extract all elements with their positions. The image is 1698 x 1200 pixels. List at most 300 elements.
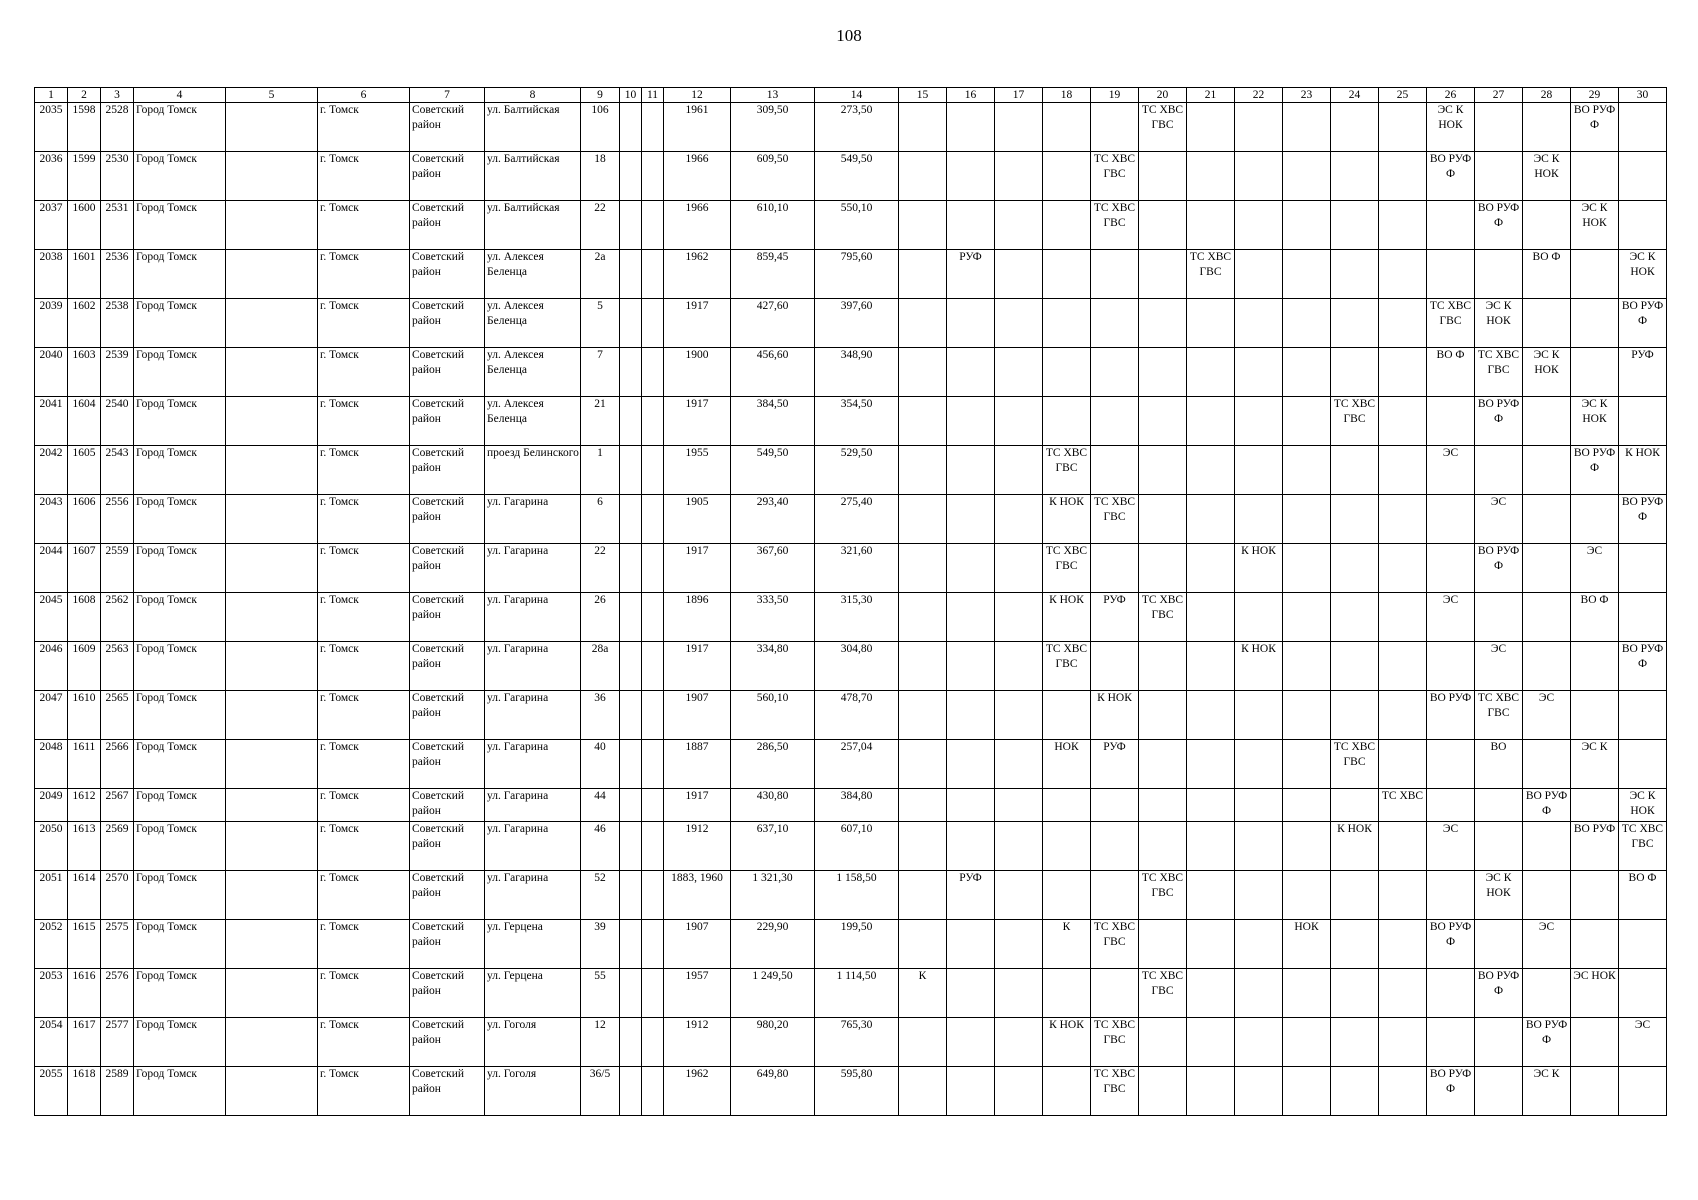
cell-text: ул. Балтийская — [487, 153, 560, 165]
cell-text: 2543 — [105, 447, 129, 459]
cell-text: К НОК — [1337, 823, 1372, 835]
table-cell — [947, 495, 995, 544]
table-cell — [1043, 250, 1091, 299]
table-cell — [1091, 789, 1139, 822]
table-cell — [1187, 871, 1235, 920]
table-row — [35, 822, 1667, 871]
column-number-cell: 10 — [620, 88, 642, 103]
table-cell — [1139, 495, 1187, 544]
table-cell — [1571, 642, 1619, 691]
table-cell — [1427, 789, 1475, 822]
cell-text: 649,80 — [756, 1068, 789, 1080]
table-cell — [226, 789, 318, 822]
cell-text: Советский район — [412, 872, 465, 899]
table-cell — [1091, 642, 1139, 691]
table-cell — [1619, 201, 1667, 250]
table-cell — [35, 789, 68, 822]
table-cell — [731, 1067, 815, 1116]
table-cell — [947, 299, 995, 348]
cell-text: ЭС — [1538, 692, 1555, 704]
table-cell — [1619, 1067, 1667, 1116]
cell-text: Советский район — [412, 692, 465, 719]
table-cell — [1043, 691, 1091, 740]
table-cell — [1475, 1067, 1523, 1116]
table-cell — [226, 348, 318, 397]
table-cell — [731, 740, 815, 789]
table-row — [35, 789, 1667, 822]
table-cell — [1475, 871, 1523, 920]
table-cell — [995, 299, 1043, 348]
cell-text: 36 — [594, 692, 606, 704]
table-cell — [1283, 348, 1331, 397]
table-cell — [642, 642, 664, 691]
table-cell — [1235, 299, 1283, 348]
table-cell — [1235, 544, 1283, 593]
table-cell — [1475, 691, 1523, 740]
table-cell — [731, 299, 815, 348]
table-cell — [1379, 544, 1427, 593]
table-cell — [485, 201, 581, 250]
cell-text: 2050 — [39, 823, 63, 835]
column-number-cell: 11 — [642, 88, 664, 103]
cell-text: 1887 — [685, 741, 709, 753]
table-cell — [1043, 740, 1091, 789]
table-cell — [318, 822, 410, 871]
table-cell — [35, 1018, 68, 1067]
table-cell — [1619, 348, 1667, 397]
cell-text: 2035 — [39, 104, 63, 116]
cell-text: 52 — [594, 872, 606, 884]
table-cell — [101, 446, 134, 495]
table-cell — [1379, 103, 1427, 152]
table-cell — [947, 152, 995, 201]
table-cell — [35, 103, 68, 152]
table-cell — [1427, 250, 1475, 299]
table-cell — [581, 152, 620, 201]
table-cell — [1523, 544, 1571, 593]
cell-text: 2575 — [105, 921, 129, 933]
table-cell — [1619, 103, 1667, 152]
table-cell — [226, 250, 318, 299]
table-cell — [485, 871, 581, 920]
cell-text: 1 321,30 — [752, 872, 793, 884]
cell-text: г. Томск — [320, 349, 359, 361]
cell-text: ул. Гоголя — [487, 1068, 537, 1080]
cell-text: 2559 — [105, 545, 129, 557]
table-cell — [620, 495, 642, 544]
cell-text: ТС ХВС ГВС — [1045, 545, 1088, 572]
table-cell — [485, 250, 581, 299]
table-cell — [815, 495, 899, 544]
table-cell — [642, 593, 664, 642]
table-cell — [1523, 250, 1571, 299]
cell-text: 478,70 — [840, 692, 873, 704]
table-cell — [1331, 495, 1379, 544]
cell-text: 1601 — [72, 251, 96, 263]
table-cell — [1331, 544, 1379, 593]
table-cell — [1523, 348, 1571, 397]
cell-text: 1 114,50 — [836, 970, 877, 982]
table-cell — [101, 1067, 134, 1116]
table-cell — [101, 1018, 134, 1067]
table-cell — [134, 920, 226, 969]
cell-text: г. Томск — [320, 790, 359, 802]
table-cell — [1187, 691, 1235, 740]
column-number-cell: 26 — [1427, 88, 1475, 103]
table-cell — [1139, 822, 1187, 871]
table-cell — [899, 250, 947, 299]
table-cell — [1187, 299, 1235, 348]
table-cell — [1571, 593, 1619, 642]
table-cell — [410, 740, 485, 789]
table-cell — [101, 642, 134, 691]
table-cell — [815, 969, 899, 1018]
table-cell — [1235, 250, 1283, 299]
table-cell — [35, 544, 68, 593]
table-cell — [485, 920, 581, 969]
table-cell — [35, 397, 68, 446]
table-cell — [620, 299, 642, 348]
table-cell — [947, 691, 995, 740]
table-cell — [1427, 691, 1475, 740]
table-cell — [68, 871, 101, 920]
table-row — [35, 348, 1667, 397]
cell-text: 1607 — [72, 545, 96, 557]
table-cell — [1283, 871, 1331, 920]
table-cell — [1619, 152, 1667, 201]
cell-text: ВО РУФ Ф — [1525, 790, 1568, 817]
cell-text: 1966 — [685, 153, 709, 165]
cell-text: г. Томск — [320, 153, 359, 165]
table-cell — [35, 446, 68, 495]
table-cell — [1187, 822, 1235, 871]
table-cell — [1331, 103, 1379, 152]
cell-text: 430,80 — [756, 790, 789, 802]
table-cell — [1619, 740, 1667, 789]
table-cell — [731, 348, 815, 397]
cell-text: г. Томск — [320, 447, 359, 459]
table-cell — [899, 822, 947, 871]
table-cell — [995, 642, 1043, 691]
cell-text: 2528 — [105, 104, 129, 116]
cell-text: ЭС К НОК — [1581, 398, 1608, 425]
table-cell — [410, 299, 485, 348]
cell-text: 273,50 — [840, 104, 873, 116]
table-cell — [664, 1067, 731, 1116]
table-cell — [1523, 920, 1571, 969]
cell-text: 1616 — [72, 970, 96, 982]
table-cell — [664, 152, 731, 201]
table-cell — [1427, 103, 1475, 152]
table-cell — [731, 871, 815, 920]
cell-text: 1604 — [72, 398, 96, 410]
table-cell — [1523, 691, 1571, 740]
cell-text: 1917 — [685, 643, 709, 655]
table-cell — [1523, 103, 1571, 152]
table-cell — [1379, 397, 1427, 446]
cell-text: 275,40 — [840, 496, 873, 508]
table-cell — [1475, 103, 1523, 152]
table-cell — [35, 201, 68, 250]
cell-text: 26 — [594, 594, 606, 606]
table-cell — [485, 642, 581, 691]
table-cell — [134, 495, 226, 544]
table-cell — [485, 789, 581, 822]
cell-text: ТС ХВС — [1381, 790, 1424, 802]
column-number-cell: 22 — [1235, 88, 1283, 103]
cell-text: ТС ХВС ГВС — [1141, 104, 1184, 131]
table-cell — [1571, 1067, 1619, 1116]
cell-text: г. Томск — [320, 594, 359, 606]
table-cell — [1283, 740, 1331, 789]
table-cell — [815, 446, 899, 495]
cell-text: ЭС К НОК — [1485, 300, 1512, 327]
cell-text: Советский район — [412, 790, 465, 817]
cell-text: 257,04 — [840, 741, 873, 753]
table-cell — [410, 822, 485, 871]
table-cell — [101, 969, 134, 1018]
table-cell — [1379, 642, 1427, 691]
cell-text: К НОК — [1097, 692, 1132, 704]
table-row — [35, 299, 1667, 348]
cell-text: 1610 — [72, 692, 96, 704]
table-cell — [1091, 871, 1139, 920]
column-number-cell: 20 — [1139, 88, 1187, 103]
cell-text: 315,30 — [840, 594, 873, 606]
table-cell — [1331, 348, 1379, 397]
table-cell — [134, 348, 226, 397]
table-cell — [134, 642, 226, 691]
cell-text: ЭС К НОК — [1629, 251, 1656, 278]
table-cell — [1139, 544, 1187, 593]
table-cell — [1091, 495, 1139, 544]
cell-text: РУФ — [1631, 349, 1654, 361]
table-cell — [899, 201, 947, 250]
table-cell — [947, 920, 995, 969]
table-cell — [1475, 348, 1523, 397]
table-cell — [68, 495, 101, 544]
column-number-cell: 6 — [318, 88, 410, 103]
cell-text: Город Томск — [136, 872, 197, 884]
table-cell — [1379, 789, 1427, 822]
table-cell — [620, 642, 642, 691]
table-cell — [664, 201, 731, 250]
table-cell — [485, 969, 581, 1018]
table-cell — [1187, 103, 1235, 152]
table-cell — [101, 740, 134, 789]
table-cell — [620, 789, 642, 822]
table-cell — [101, 348, 134, 397]
table-cell — [1283, 642, 1331, 691]
table-cell — [1187, 544, 1235, 593]
table-cell — [899, 544, 947, 593]
table-cell — [68, 544, 101, 593]
cell-text: 2589 — [105, 1068, 129, 1080]
column-number-cell: 30 — [1619, 88, 1667, 103]
cell-text: 1905 — [685, 496, 709, 508]
cell-text: ЭС К НОК — [1533, 349, 1560, 376]
table-cell — [1331, 1067, 1379, 1116]
cell-text: г. Томск — [320, 921, 359, 933]
table-cell — [485, 691, 581, 740]
cell-text: ВО РУФ Ф — [1477, 202, 1520, 229]
table-cell — [35, 691, 68, 740]
table-cell — [815, 544, 899, 593]
table-cell — [947, 642, 995, 691]
table-cell — [68, 1018, 101, 1067]
table-row — [35, 593, 1667, 642]
table-cell — [1139, 642, 1187, 691]
table-cell — [664, 789, 731, 822]
table-cell — [1523, 871, 1571, 920]
cell-text: ЭС — [1538, 921, 1555, 933]
cell-text: 304,80 — [840, 643, 873, 655]
cell-text: ВО РУФ Ф — [1477, 970, 1520, 997]
table-cell — [1139, 593, 1187, 642]
cell-text: 427,60 — [756, 300, 789, 312]
cell-text: ул. Гагарина — [487, 790, 549, 802]
table-cell — [410, 495, 485, 544]
table-cell — [1139, 152, 1187, 201]
column-number-cell: 28 — [1523, 88, 1571, 103]
table-cell — [485, 348, 581, 397]
cell-text: 560,10 — [756, 692, 789, 704]
table-cell — [1571, 740, 1619, 789]
cell-text: 637,10 — [756, 823, 789, 835]
table-cell — [1571, 871, 1619, 920]
cell-text: г. Томск — [320, 692, 359, 704]
table-cell — [485, 1067, 581, 1116]
table-cell — [1379, 446, 1427, 495]
table-cell — [101, 152, 134, 201]
table-cell — [1235, 593, 1283, 642]
table-cell — [899, 789, 947, 822]
table-cell — [947, 1018, 995, 1067]
cell-text: ЭС К НОК — [1485, 872, 1512, 899]
cell-text: 765,30 — [840, 1019, 873, 1031]
table-cell — [642, 691, 664, 740]
cell-text: 607,10 — [840, 823, 873, 835]
table-cell — [581, 103, 620, 152]
cell-text: Советский район — [412, 545, 465, 572]
cell-text: ТС ХВС ГВС — [1141, 970, 1184, 997]
column-number-cell: 13 — [731, 88, 815, 103]
table-cell — [581, 691, 620, 740]
table-cell — [1235, 1018, 1283, 1067]
table-cell — [1571, 969, 1619, 1018]
cell-text: 18 — [594, 153, 606, 165]
table-cell — [35, 152, 68, 201]
table-cell — [1043, 201, 1091, 250]
table-cell — [581, 250, 620, 299]
table-cell — [815, 789, 899, 822]
table-cell — [731, 544, 815, 593]
table-cell — [318, 299, 410, 348]
table-cell — [35, 593, 68, 642]
table-cell — [226, 201, 318, 250]
cell-text: ЭС — [1442, 823, 1459, 835]
table-cell — [1331, 1018, 1379, 1067]
table-cell — [1619, 920, 1667, 969]
cell-text: 980,20 — [756, 1019, 789, 1031]
table-cell — [642, 348, 664, 397]
table-cell — [1331, 740, 1379, 789]
cell-text: Советский район — [412, 823, 465, 850]
column-number-cell: 18 — [1043, 88, 1091, 103]
table-cell — [947, 201, 995, 250]
cell-text: ул. Гагарина — [487, 872, 549, 884]
cell-text: 334,80 — [756, 643, 789, 655]
cell-text: г. Томск — [320, 300, 359, 312]
cell-text: 610,10 — [756, 202, 789, 214]
table-cell — [101, 593, 134, 642]
table-cell — [410, 201, 485, 250]
table-cell — [1091, 250, 1139, 299]
table-cell — [410, 593, 485, 642]
table-cell — [68, 103, 101, 152]
cell-text: 609,50 — [756, 153, 789, 165]
table-cell — [1619, 1018, 1667, 1067]
cell-text: 2538 — [105, 300, 129, 312]
table-row — [35, 495, 1667, 544]
table-cell — [899, 871, 947, 920]
table-cell — [226, 1018, 318, 1067]
table-cell — [581, 969, 620, 1018]
table-cell — [134, 446, 226, 495]
cell-text: ул. Гагарина — [487, 496, 549, 508]
table-cell — [1475, 495, 1523, 544]
table-row — [35, 871, 1667, 920]
cell-text: 1600 — [72, 202, 96, 214]
table-cell — [485, 152, 581, 201]
table-cell — [101, 250, 134, 299]
table-cell — [995, 822, 1043, 871]
table-cell — [1475, 299, 1523, 348]
table-cell — [1187, 348, 1235, 397]
table-cell — [1043, 103, 1091, 152]
table-cell — [410, 348, 485, 397]
table-cell — [134, 1018, 226, 1067]
cell-text: ул. Гагарина — [487, 545, 549, 557]
column-number-cell: 12 — [664, 88, 731, 103]
table-cell — [581, 789, 620, 822]
cell-text: Город Томск — [136, 643, 197, 655]
cell-text: ул. Алексея Беленца — [487, 251, 544, 278]
cell-text: К — [1062, 921, 1071, 933]
table-cell — [1139, 201, 1187, 250]
cell-text: 2043 — [39, 496, 63, 508]
cell-text: 1 249,50 — [752, 970, 793, 982]
table-cell — [947, 446, 995, 495]
table-cell — [1331, 871, 1379, 920]
cell-text: Город Томск — [136, 349, 197, 361]
table-cell — [1283, 544, 1331, 593]
table-row — [35, 397, 1667, 446]
table-cell — [995, 1018, 1043, 1067]
cell-text: 397,60 — [840, 300, 873, 312]
table-cell — [620, 593, 642, 642]
table-cell — [1187, 1018, 1235, 1067]
cell-text: г. Томск — [320, 872, 359, 884]
table-cell — [68, 397, 101, 446]
table-cell — [995, 920, 1043, 969]
cell-text: 22 — [594, 202, 606, 214]
table-cell — [1139, 1067, 1187, 1116]
table-cell — [101, 201, 134, 250]
table-cell — [226, 920, 318, 969]
cell-text: К — [918, 970, 927, 982]
cell-text: 1957 — [685, 970, 709, 982]
